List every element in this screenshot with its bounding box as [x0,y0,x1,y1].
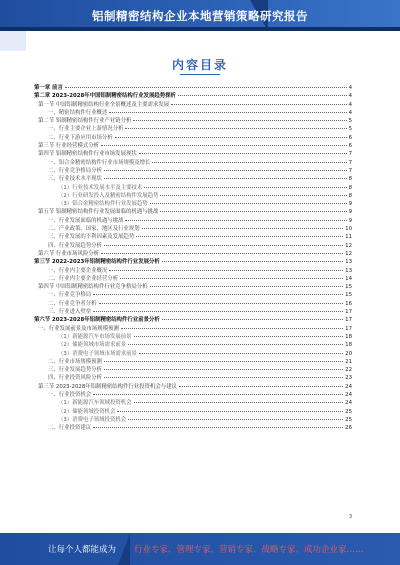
toc-entry-label: 二、行业竞争者分析 [48,300,97,307]
toc-entry[interactable] [34,217,352,225]
toc-leader-dots [93,394,343,395]
toc-entry[interactable] [34,109,352,117]
toc-entry-page: 17 [345,309,352,316]
toc-entry[interactable] [34,175,352,183]
toc-entry[interactable] [34,233,352,241]
toc-entry-page: 14 [345,275,352,282]
report-title: 铝制精密结构企业本地营销策略研究报告 [92,9,308,23]
report-header [0,0,400,31]
toc-entry-page: 17 [345,317,352,324]
toc-entry-label: 第三节 2022-2023年铝制精密结构件行业发展分析 [34,259,160,266]
toc-entry[interactable] [34,350,352,358]
toc-entry[interactable] [34,159,352,167]
toc-entry-page: 7 [348,167,352,174]
toc-entry-label: 三、行业技术水平现状 [48,176,102,183]
toc-entry-page: 13 [345,267,352,274]
toc-entry-page: 6 [348,134,352,141]
toc-entry-label: 一、行业内主要企业概况 [48,267,108,274]
toc-entry-label: 一、行业主要企业上游情况分析 [48,126,124,133]
footer-slogan-left: 让每个人都能成为 [48,545,117,555]
toc-leader-dots [134,402,344,403]
toc-entry-label: 第三节 2023-2028年铝制精密结构件行业投资机会与建议 [38,383,177,390]
toc-entry[interactable] [34,134,352,142]
toc-entry[interactable] [34,150,352,158]
toc-entry[interactable] [34,101,352,109]
toc-entry-label: 一、行业发展面临的机遇与挑战 [48,217,124,224]
toc-leader-dots [93,294,343,295]
footer-slogan-right: 行业专家、管理专家、营销专家、战略专家、成功企业家…… [134,545,364,555]
toc-entry[interactable] [34,316,352,324]
toc-entry[interactable] [34,250,352,258]
page-number: 3 [348,514,352,520]
toc-entry[interactable] [34,325,352,333]
toc-entry[interactable] [34,416,352,424]
toc-entry[interactable] [34,333,352,341]
header-stripe [0,27,400,31]
toc-entry-page: 15 [345,284,352,291]
toc-entry[interactable] [34,200,352,208]
toc-entry-label: 二、行业市场规模预测 [48,358,102,365]
toc-entry-label: （3）消费电子领域市场需求前景 [58,350,137,357]
toc-leader-dots [139,153,347,154]
toc-leader-dots [109,270,343,271]
toc-entry-label: （1）新能源汽车市场发展前景 [58,333,132,340]
toc-leader-dots [115,137,347,138]
toc-entry-page: 4 [348,109,352,116]
toc-entry-page: 10 [345,226,352,233]
toc-entry-label: 二、行业竞争格局分析 [48,167,102,174]
toc-leader-dots [125,128,346,129]
toc-entry-label: 第五节 铝制精密结构件行业发展面临的机遇与挑战 [38,209,159,216]
toc-entry-page: 6 [348,143,352,150]
toc-entry-page: 9 [348,209,352,216]
toc-leader-dots [104,178,347,179]
toc-entry-page: 9 [348,217,352,224]
toc-entry-page: 8 [348,192,352,199]
toc-entry-page: 25 [345,416,352,423]
toc-entry-label: 四、行业发展趋势分析 [48,242,102,249]
toc-entry-label: 第一节 中国铝制精密结构行业全景概述及主要需求发展 [38,101,170,108]
toc-leader-dots [162,261,343,262]
toc-entry-page: 21 [345,358,352,365]
toc-entry-label: 第六节 行业市场风险分析 [38,250,100,257]
toc-leader-dots [121,328,343,329]
toc-leader-dots [142,228,343,229]
toc-entry-page: 8 [348,176,352,183]
toc-leader-dots [104,377,343,378]
toc-entry-page: 15 [345,292,352,299]
toc-leader-dots [160,195,346,196]
toc-entry[interactable] [34,225,352,233]
toc-entry[interactable] [34,275,352,283]
toc-entry[interactable] [34,341,352,349]
toc-entry[interactable] [34,374,352,382]
toc-leader-dots [93,311,343,312]
toc-entry[interactable] [34,92,352,100]
toc-leader-dots [104,361,343,362]
toc-leader-dots [139,353,343,354]
toc-entry-label: 四、行业投资风险分析 [48,375,102,382]
toc-entry[interactable] [34,408,352,416]
toc-title-underline [180,74,220,75]
toc-entry-label: 第四节 中国铝制精密结构件行业竞争格局分析 [38,284,148,291]
toc-leader-dots [93,427,343,428]
toc-entry[interactable] [34,300,352,308]
toc-entry-page: 9 [348,201,352,208]
toc-entry-page: 5 [348,118,352,125]
toc-entry-label: 二、行业下游应用市场分析 [48,134,113,141]
toc-entry[interactable] [34,125,352,133]
toc-entry-label: 一、铝合金精密结构件行业市场规模及增长 [48,159,151,166]
toc-entry-page: 8 [348,184,352,191]
toc-entry-page: 4 [348,101,352,108]
toc-entry-page: 7 [348,159,352,166]
toc-entry-label: 二、行业内主要企业经营分析 [48,275,119,282]
toc-entry-label: 第三节 行业经营模式分析 [38,143,100,150]
toc-entry-page: 24 [345,400,352,407]
toc-leader-dots [134,336,344,337]
toc-entry[interactable] [34,184,352,192]
toc-entry-label: （1）新能源汽车领域投资机会 [58,400,132,407]
toc-entry-label: （2）储能领域投资机会 [58,408,116,415]
toc-entry-label: （1）行业技术发展水平及主要技术 [58,184,143,191]
toc-leader-dots [99,303,344,304]
toc-entry-label: 第二章 2023-2028年中国铝制精密结构行业发展趋势探析 [34,93,176,100]
toc-leader-dots [178,95,347,96]
toc-entry-page: 4 [348,93,352,100]
toc-entry[interactable] [34,84,352,92]
toc-entry-page: 12 [345,250,352,257]
toc-leader-dots [101,253,343,254]
toc-entry[interactable] [34,424,352,432]
toc-leader-dots [125,220,346,221]
toc-entry[interactable] [34,366,352,374]
toc-entry-page: 11 [345,234,352,241]
toc-leader-dots [150,286,344,287]
toc-entry-page: 23 [345,375,352,382]
report-footer [0,533,400,565]
table-of-contents [34,84,352,432]
toc-entry-page: 17 [345,325,352,332]
footer-accent [118,533,130,565]
toc-leader-dots [104,170,347,171]
toc-entry-label: （2）行业研发投入及精密结构件发展趋势 [58,192,159,199]
toc-entry-label: 一、精密结构件行业概述 [48,109,108,116]
toc-entry-label: 一、行业竞争格局 [48,292,92,299]
toc-entry[interactable] [34,258,352,266]
toc-entry[interactable] [34,391,352,399]
toc-entry-page: 5 [348,126,352,133]
toc-entry-label: （3）消费电子领域投资机会 [58,416,127,423]
toc-entry-label: 第二节 铝制精密结构件行业产业链分析 [38,118,132,125]
toc-entry-page: 18 [345,342,352,349]
toc-entry-page: 24 [345,383,352,390]
toc-title: 内容目录 [171,58,228,72]
toc-leader-dots [128,344,343,345]
toc-entry[interactable] [34,167,352,175]
toc-entry[interactable] [34,399,352,407]
toc-leader-dots [150,203,347,204]
toc-entry[interactable] [34,142,352,150]
corner-accent [0,31,26,51]
toc-entry[interactable] [34,383,352,391]
toc-entry[interactable] [34,208,352,216]
toc-entry-label: 第六节 2023-2028年铝制精密结构件行业前景分析 [34,317,160,324]
toc-leader-dots [120,278,343,279]
toc-entry[interactable] [34,308,352,316]
toc-entry-label: 二、行业投资建议 [48,425,92,432]
toc-entry-page: 20 [345,350,352,357]
toc-entry-page: 16 [345,300,352,307]
toc-entry-label: （2）储能领域市场需求前景 [58,342,127,349]
toc-entry-label: 三、行业发展的不利因素及发展趋势 [48,234,135,241]
toc-entry-page: 4 [348,85,352,91]
toc-entry[interactable] [34,117,352,125]
toc-entry-page: 26 [345,425,352,432]
toc-entry-label: 三、行业进入壁垒 [48,309,92,316]
toc-leader-dots [136,236,343,237]
toc-leader-dots [144,187,346,188]
toc-leader-dots [109,112,346,113]
toc-leader-dots [171,104,346,105]
toc-entry[interactable] [34,192,352,200]
toc-entry-label: 一、行业投资机会 [48,391,92,398]
toc-entry-label: 第四节 铝制精密结构件行业市场发展现状 [38,151,137,158]
toc-leader-dots [133,120,346,121]
toc-entry-page: 25 [345,408,352,415]
toc-entry[interactable] [34,242,352,250]
toc-leader-dots [160,211,346,212]
toc-entry-page: 22 [345,367,352,374]
toc-leader-dots [128,419,343,420]
toc-entry-page: 24 [345,391,352,398]
toc-entry[interactable] [34,283,352,291]
toc-leader-dots [101,145,347,146]
toc-entry-page: 7 [348,151,352,158]
toc-leader-dots [104,245,343,246]
toc-entry[interactable] [34,267,352,275]
toc-leader-dots [179,386,343,387]
toc-entry-label: 一、行业发展前景及市场规模预测 [38,325,119,332]
toc-leader-dots [117,411,343,412]
toc-entry-page: 13 [345,259,352,266]
toc-leader-dots [162,319,343,320]
toc-leader-dots [104,369,343,370]
toc-leader-dots [152,162,346,163]
toc-entry-page: 18 [345,333,352,340]
toc-entry-label: 二、产业政策、国家、地区及行业规划 [48,226,140,233]
toc-entry-label: （3）铝合金精密结构件行业发展趋势 [58,201,148,208]
toc-entry-page: 12 [345,242,352,249]
toc-entry-label: 第一章 前言 [34,85,63,91]
toc-entry-label: 三、行业发展趋势分析 [48,367,102,374]
toc-leader-dots [65,87,347,88]
toc-entry[interactable] [34,291,352,299]
toc-entry[interactable] [34,358,352,366]
